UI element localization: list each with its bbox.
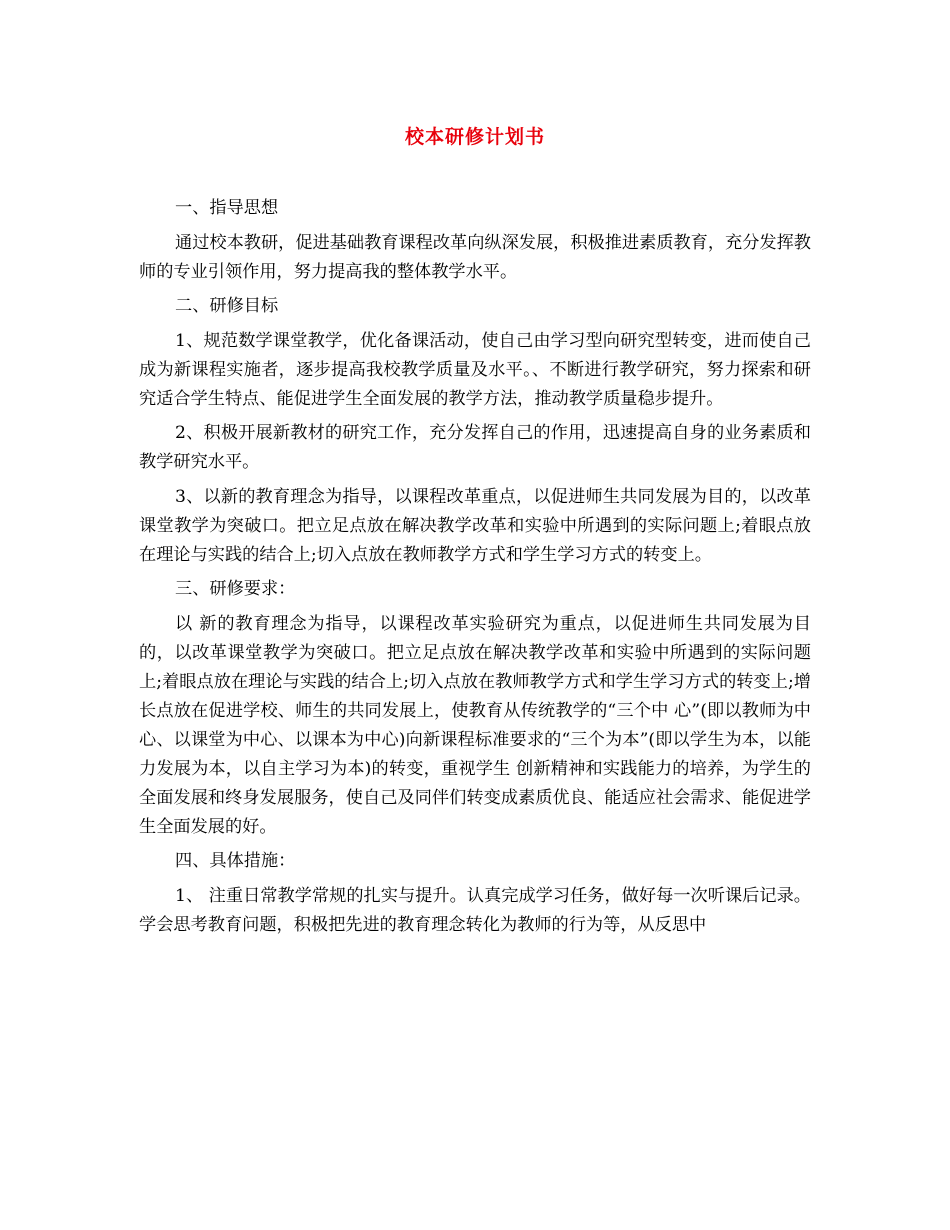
paragraph-guiding-ideology: 通过校本教研，促进基础教育课程改革向纵深发展，积极推进素质教育，充分发挥教师的专业引领作用，努力提高我的整体教学水平。 [139,232,811,282]
paragraph-measure-1: 1、 注重日常教学常规的扎实与提升。认真完成学习任务，做好每一次听课后记录。学会思考教育问题，积极把先进的教育理念转化为教师的行为等，从反思中 [139,885,811,935]
section-heading-training-requirements: 三、研修要求： [175,579,296,599]
document-body [139,194,811,945]
paragraph-goal-3: 3、以新的教育理念为指导，以课程改革重点，以促进师生共同发展为目的，以改革课堂教学为突破口。把立足点放在解决教学改革和实验中所遇到的实际问题上;着眼点放在理论与实践的结合上;切入点放在教师教学方式和学生学习方式的转变上。 [139,486,811,565]
section-heading-guiding-ideology: 一、指导思想 [175,198,279,218]
paragraph-goal-1: 1、规范数学课堂教学，优化备课活动，使自己由学习型向研究型转变，进而使自己成为新课程实施者，逐步提高我校教学质量及水平。、不断进行教学研究，努力探索和研究适合学生特点、能促进学生全面发展的教学方法，推动教学质量稳步提升。 [139,330,811,409]
section-heading-specific-measures: 四、具体措施： [175,851,296,871]
paragraph-goal-2: 2、积极开展新教材的研究工作，充分发挥自己的作用，迅速提高自身的业务素质和教学研究水平。 [139,423,811,472]
document-title: 校本研修计划书 [404,126,545,148]
paragraph-requirements: 以 新的教育理念为指导，以课程改革实验研究为重点，以促进师生共同发展为目的，以改革课堂教学为突破口。把立足点放在解决教学改革和实验中所遇到的实际问题 上;着眼点放在理论与实践的结合上;切入点放在教师教学方式和学生学习方式的转变上;增长点放在促进学校、师生的共同发展上，使教育从传统教学的“三个中 心”(即以教师为中心、以课堂为中心、以课本为中心)向新课程标准要求的“三个为本”(即以学生为本，以能力发展为本，以自主学习为本)的转变，重视学生 创新精神和实践能力的培养，为学生的全面发展和终身发展服务，使自己及同伴们转变成素质优良、能适应社会需求、能促进学生全面发展的好。 [139,613,811,837]
section-heading-training-goals: 二、研修目标 [175,296,279,316]
